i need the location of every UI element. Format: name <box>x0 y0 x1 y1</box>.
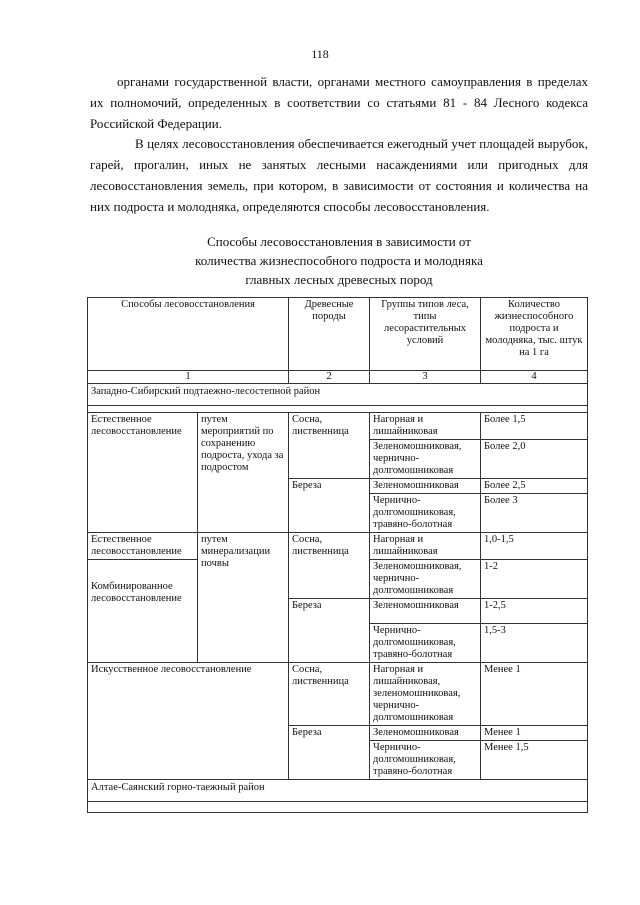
forest-group-cell: Чернично-долгомошниковая, травяно-болотная <box>370 494 481 533</box>
header-quantity: Количество жизнеспособного подроста и молодняка, тыс. штук на 1 га <box>481 298 588 371</box>
table-title-line-3: главных лесных древесных пород <box>245 272 433 287</box>
quantity-cell: Менее 1 <box>481 663 588 726</box>
forest-group-cell: Зеленомошниковая <box>370 599 481 624</box>
spacer-cell <box>88 802 588 813</box>
reforestation-methods-table <box>87 297 588 813</box>
spacer-row <box>88 406 588 413</box>
table-row <box>88 663 588 726</box>
column-numbers-row <box>88 371 588 384</box>
forest-group-cell: Зеленомошниковая, чернично-долгомошниковая <box>370 440 481 479</box>
quantity-cell: Более 2,0 <box>481 440 588 479</box>
forest-group-cell: Зеленомошниковая, чернично-долгомошниковая <box>370 560 481 599</box>
submethod-cell: путем мероприятий по сохранению подроста, ухода за подростом <box>198 413 289 533</box>
paragraph-2: В целях лесовосстановления обеспечивается ежегодный учет площадей вырубок, гарей, прогалин, иных не занятых лесными насаждениями или пригодных для лесовосстановления земель, при котором, в зависимости от состояния и количества на них подроста и молодняка, определяются способы лесовосстановления. <box>90 136 588 214</box>
column-number: 1 <box>88 371 289 384</box>
table-row <box>88 533 588 560</box>
species-cell: Сосна, лиственница <box>289 663 370 726</box>
table-title-line-2: количества жизнеспособного подроста и молодняка <box>195 253 483 268</box>
quantity-cell: Более 3 <box>481 494 588 533</box>
table-header-row <box>88 298 588 371</box>
table-title-line-1: Способы лесовосстановления в зависимости от <box>207 234 471 249</box>
forest-group-cell: Нагорная и лишайниковая <box>370 533 481 560</box>
header-species: Древесные породы <box>289 298 370 371</box>
header-forest-groups: Группы типов леса, типы лесорастительных условий <box>370 298 481 371</box>
method-cell: Естественное лесовосстановление <box>88 533 198 560</box>
method-blank <box>91 561 194 581</box>
species-cell: Сосна, лиственница <box>289 533 370 599</box>
method-cell: Искусственное лесовосстановление <box>88 663 289 780</box>
method-combined-label: Комбинированное лесовосстановление <box>91 581 182 604</box>
paragraph-1: органами государственной власти, органами местного самоуправления в пределах их полномочий, определенных в соответствии со статьями 81 - 84 Лесного кодекса Российской Федерации. <box>90 74 588 131</box>
spacer-row <box>88 802 588 813</box>
quantity-cell: Более 1,5 <box>481 413 588 440</box>
quantity-cell: 1-2 <box>481 560 588 599</box>
page-number: 118 <box>311 47 329 61</box>
species-cell: Береза <box>289 599 370 663</box>
forest-group-cell: Нагорная и лишайниковая <box>370 413 481 440</box>
forest-group-cell: Нагорная и лишайниковая, зеленомошниковая, чернично-долгомошниковая <box>370 663 481 726</box>
forest-group-cell: Чернично-долгомошниковая, травяно-болотная <box>370 624 481 663</box>
region-west-siberian: Западно-Сибирский подтаежно-лесостепной район <box>88 384 588 406</box>
header-methods: Способы лесовосстановления <box>88 298 289 371</box>
quantity-cell: Менее 1 <box>481 726 588 741</box>
region-altai-sayan: Алтае-Саянский горно-таежный район <box>88 780 588 802</box>
forest-group-cell: Зеленомошниковая <box>370 726 481 741</box>
column-number: 3 <box>370 371 481 384</box>
forest-group-cell: Чернично-долгомошниковая, травяно-болотная <box>370 741 481 780</box>
quantity-cell: 1,5-3 <box>481 624 588 663</box>
column-number: 2 <box>289 371 370 384</box>
quantity-cell: 1,0-1,5 <box>481 533 588 560</box>
spacer-cell <box>88 406 588 413</box>
table-row <box>88 413 588 440</box>
quantity-cell: Более 2,5 <box>481 479 588 494</box>
quantity-cell: 1-2,5 <box>481 599 588 624</box>
method-cell-combined <box>88 560 198 663</box>
species-cell: Береза <box>289 479 370 533</box>
species-cell: Сосна, лиственница <box>289 413 370 479</box>
region-row <box>88 780 588 802</box>
forest-group-cell: Зеленомошниковая <box>370 479 481 494</box>
column-number: 4 <box>481 371 588 384</box>
table-title <box>90 232 588 289</box>
species-cell: Береза <box>289 726 370 780</box>
method-cell: Естественное лесовосстановление <box>88 413 198 533</box>
quantity-cell: Менее 1,5 <box>481 741 588 780</box>
region-row <box>88 384 588 406</box>
submethod-cell: путем минерализации почвы <box>198 533 289 663</box>
